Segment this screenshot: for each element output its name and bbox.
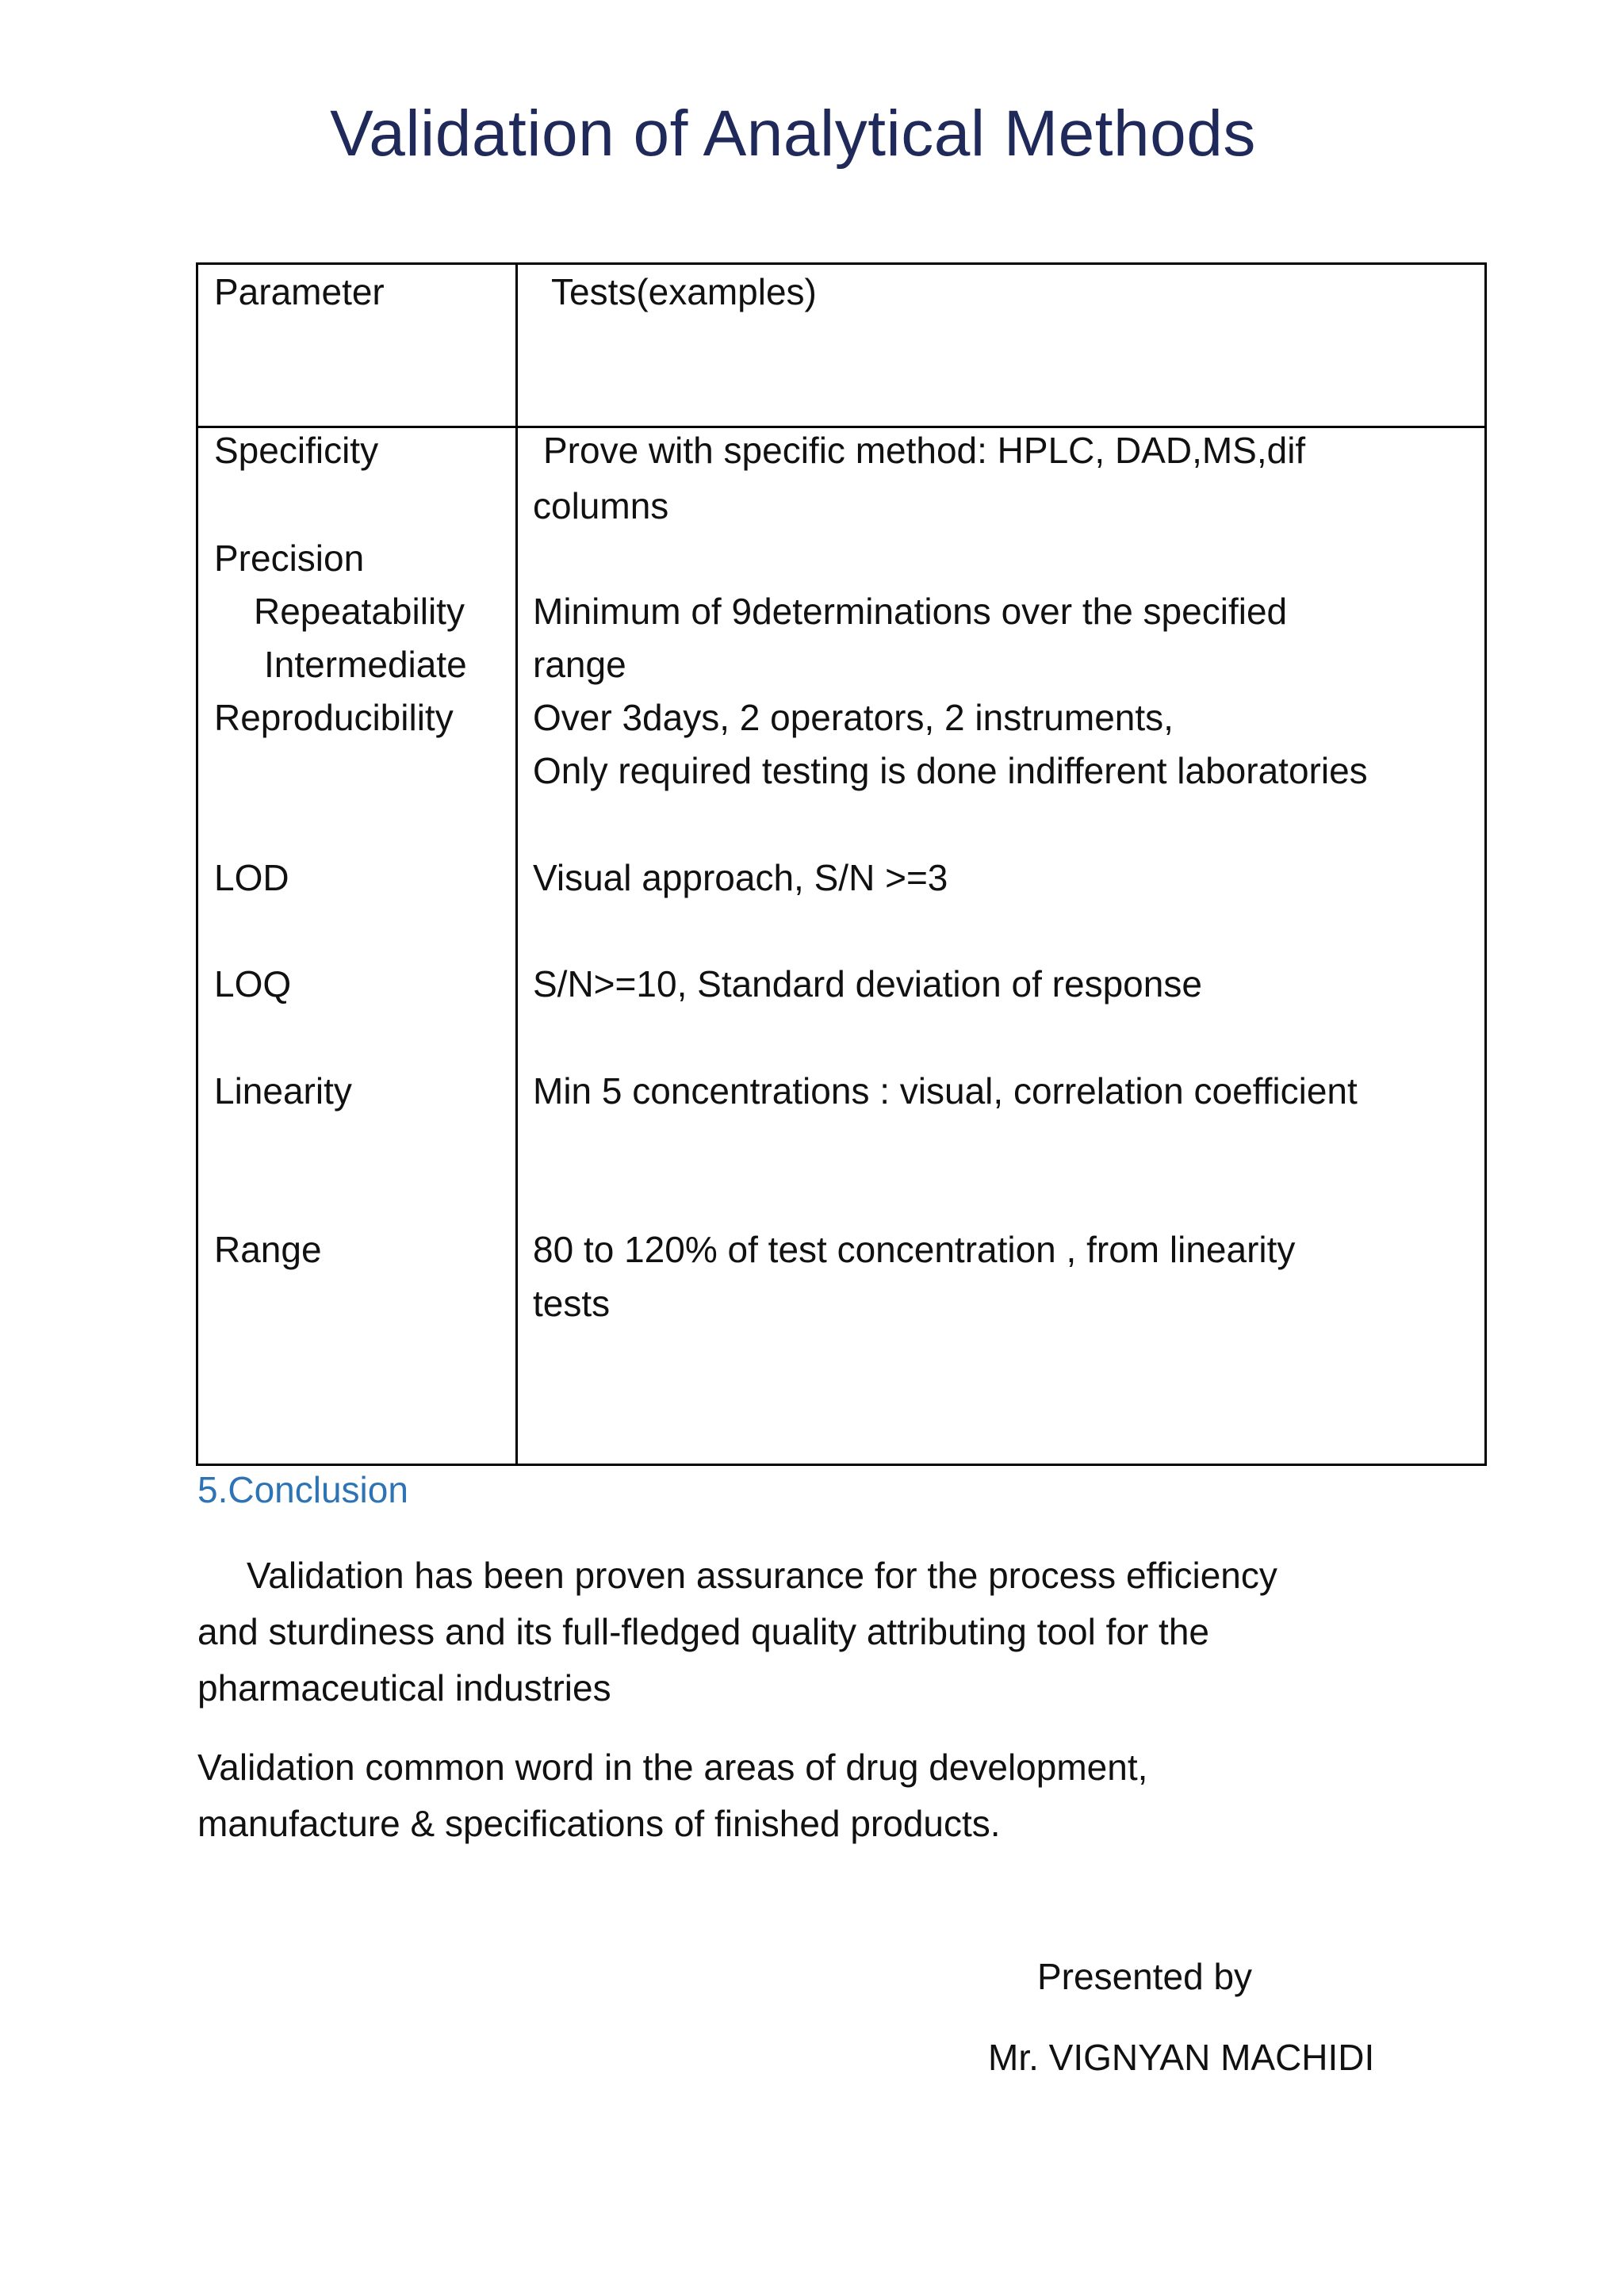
param-repeatability: Repeatability — [254, 591, 465, 632]
param-specificity: Specificity — [214, 430, 379, 471]
page-title: Validation of Analytical Methods — [330, 98, 1256, 170]
header-tests: Tests(examples) — [551, 271, 817, 312]
validation-table — [196, 262, 1487, 1466]
test-repeatability-line1: Minimum of 9determinations over the specified — [533, 591, 1288, 632]
param-intermediate: Intermediate — [264, 644, 467, 685]
conclusion-p1-line3: pharmaceutical industries — [197, 1667, 611, 1709]
param-precision: Precision — [214, 538, 365, 579]
presenter-name: Mr. VIGNYAN MACHIDI — [988, 2037, 1375, 2078]
test-reproducibility-line2: Only required testing is done indifferent laboratories — [533, 750, 1368, 791]
test-linearity: Min 5 concentrations : visual, correlation coefficient — [533, 1070, 1358, 1112]
conclusion-p2-line2: manufacture & specifications of finished products. — [197, 1803, 1001, 1844]
header-parameter: Parameter — [214, 271, 385, 312]
table-column-divider — [515, 265, 518, 1464]
param-reproducibility: Reproducibility — [214, 697, 454, 738]
conclusion-p1-line2: and sturdiness and its full-fledged quality attributing tool for the — [197, 1611, 1209, 1652]
test-specificity-line1: Prove with specific method: HPLC, DAD,MS,dif — [543, 430, 1306, 471]
test-reproducibility-line1: Over 3days, 2 operators, 2 instruments, — [533, 697, 1174, 738]
test-range-line2: tests — [533, 1283, 611, 1324]
test-range-line1: 80 to 120% of test concentration , from linearity — [533, 1229, 1296, 1270]
test-specificity-line2: columns — [533, 485, 669, 526]
param-linearity: Linearity — [214, 1070, 352, 1112]
conclusion-heading: 5.Conclusion — [197, 1469, 408, 1510]
test-lod: Visual approach, S/N >=3 — [533, 857, 948, 898]
conclusion-p1-line1: Validation has been proven assurance for the process efficiency — [247, 1555, 1277, 1596]
test-loq: S/N>=10, Standard deviation of response — [533, 963, 1202, 1004]
param-range: Range — [214, 1229, 322, 1270]
test-repeatability-line2: range — [533, 644, 626, 685]
conclusion-p2-line1: Validation common word in the areas of drug development, — [197, 1747, 1148, 1788]
presented-by-label: Presented by — [1037, 1956, 1253, 1997]
param-loq: LOQ — [214, 963, 292, 1004]
param-lod: LOD — [214, 857, 289, 898]
